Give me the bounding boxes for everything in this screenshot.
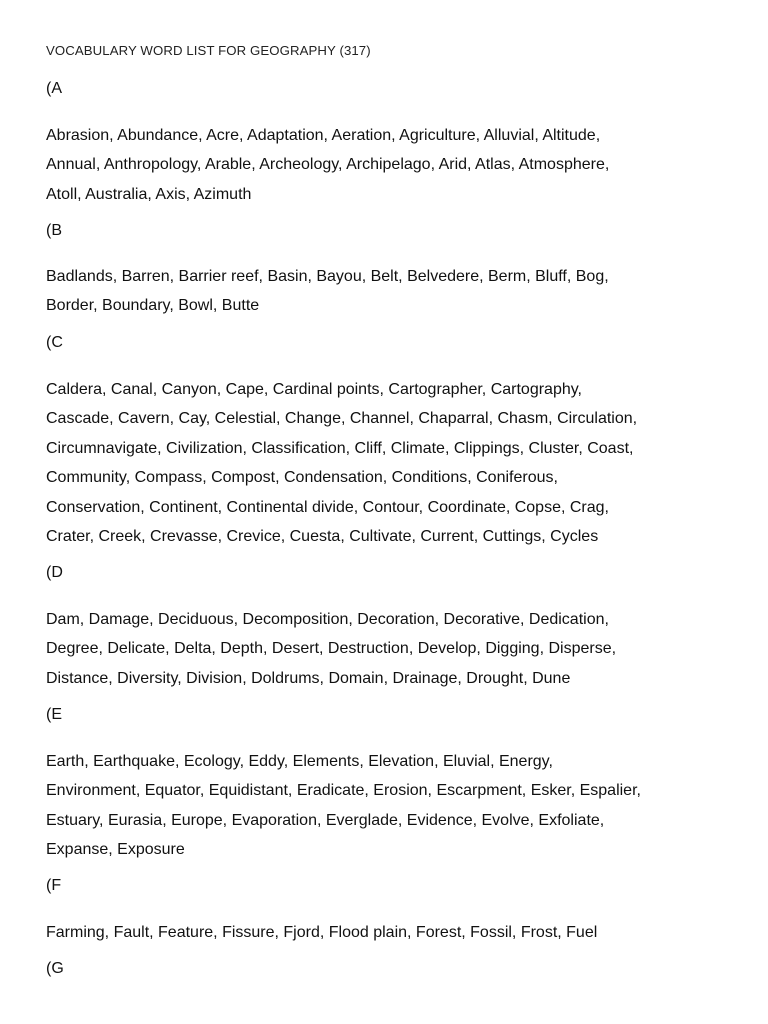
word-line: Expanse, Exposure: [46, 841, 185, 859]
section-letter-c: (C: [46, 334, 63, 351]
document-title: VOCABULARY WORD LIST FOR GEOGRAPHY (317): [46, 43, 371, 58]
word-line: Atoll, Australia, Axis, Azimuth: [46, 185, 252, 203]
word-line: Abrasion, Abundance, Acre, Adaptation, Aeration, Agriculture, Alluvial, Altitude,: [46, 127, 601, 144]
word-line: Farming, Fault, Feature, Fissure, Fjord, Flood plain, Forest, Fossil, Frost, Fuel: [46, 924, 598, 941]
word-list-d: [46, 605, 746, 693]
word-line: Dam, Damage, Deciduous, Decomposition, Decoration, Decorative, Dedication,: [46, 611, 609, 628]
section-letter-a: (A: [46, 80, 62, 97]
word-list-c: [46, 375, 746, 551]
section-letter-e: (E: [46, 706, 62, 723]
section-c: [46, 333, 746, 551]
section-d: [46, 563, 746, 693]
word-list-a: [46, 121, 746, 209]
word-line: Estuary, Eurasia, Europe, Evaporation, Everglade, Evidence, Evolve, Exfoliate,: [46, 811, 605, 829]
word-line: Environment, Equator, Equidistant, Eradicate, Erosion, Escarpment, Esker, Espalier,: [46, 782, 641, 800]
word-line: Earth, Earthquake, Ecology, Eddy, Elements, Elevation, Eluvial, Energy,: [46, 753, 553, 770]
word-line: Conservation, Continent, Continental divide, Contour, Coordinate, Copse, Crag,: [46, 498, 609, 516]
word-line: Crater, Creek, Crevasse, Crevice, Cuesta, Cultivate, Current, Cuttings, Cycles: [46, 528, 599, 546]
word-line: Annual, Anthropology, Arable, Archeology, Archipelago, Arid, Atlas, Atmosphere,: [46, 156, 610, 174]
section-e: [46, 705, 746, 865]
word-line: Circumnavigate, Civilization, Classification, Cliff, Climate, Clippings, Cluster, Coast,: [46, 439, 634, 457]
word-line: Badlands, Barren, Barrier reef, Basin, Bayou, Belt, Belvedere, Berm, Bluff, Bog,: [46, 268, 609, 285]
section-b: [46, 221, 746, 321]
section-letter-b: (B: [46, 222, 62, 239]
section-letter-f: (F: [46, 877, 62, 894]
word-line: Border, Boundary, Bowl, Butte: [46, 297, 260, 315]
word-line: Distance, Diversity, Division, Doldrums, Domain, Drainage, Drought, Dune: [46, 669, 571, 687]
word-line: Cascade, Cavern, Cay, Celestial, Change, Channel, Chaparral, Chasm, Circulation,: [46, 410, 638, 428]
word-line: Caldera, Canal, Canyon, Cape, Cardinal points, Cartographer, Cartography,: [46, 381, 582, 398]
section-letter-g: (G: [46, 960, 64, 977]
word-list-f: [46, 918, 746, 947]
word-line: Community, Compass, Compost, Condensation, Conditions, Coniferous,: [46, 469, 558, 487]
word-line: Degree, Delicate, Delta, Depth, Desert, Destruction, Develop, Digging, Disperse,: [46, 640, 617, 658]
section-a: [46, 79, 746, 209]
word-list-e: [46, 747, 746, 865]
word-list-b: [46, 262, 746, 321]
section-letter-d: (D: [46, 564, 63, 581]
section-f: [46, 876, 746, 947]
section-g: [46, 959, 746, 979]
